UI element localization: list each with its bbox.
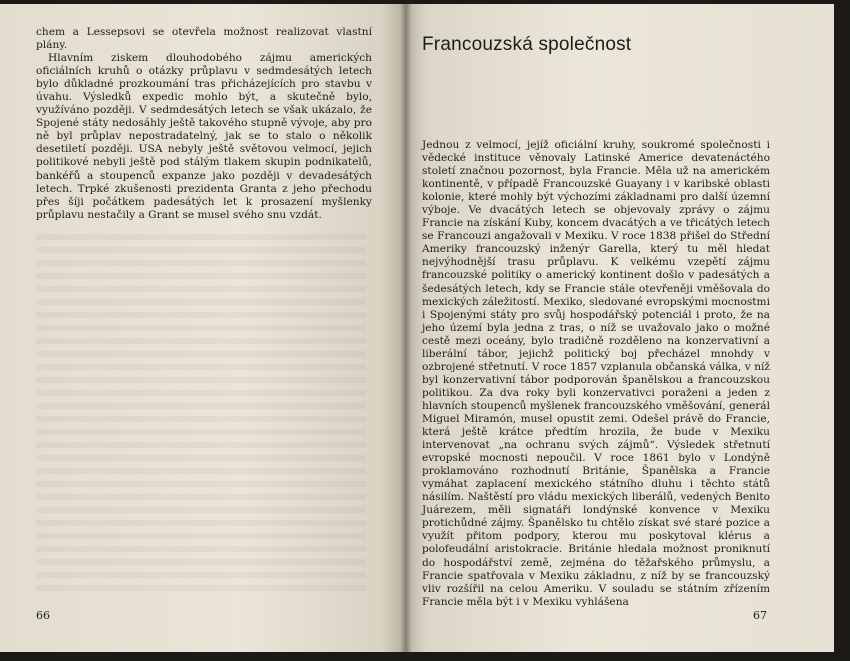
paragraph: chem a Lessepsovi se otevřela možnost realizovat vlastní plány. [36, 26, 372, 52]
page-number-left: 66 [36, 609, 50, 622]
left-page [0, 4, 405, 652]
page-number-right: 67 [753, 609, 767, 622]
paragraph: Jednou z velmocí, jejíž oficiální kruhy, soukromé společnosti i vědecké instituce věnovaly Latinské Americe devatenáctého století značnou pozornost, byla Francie. Měla už na americkém kontinentě, v případě Francouzské Guayany i v karibské oblasti kolonie, které mohly být výchozími základnami pro další územní výboje. Ve dvacátých letech se objevovaly zprávy o zájmu Francie na získání Kuby, koncem dvacátých a ve třicátých letech se Francouzi angažovali v Mexiku. V roce 1838 přišel do Střední Ameriky francouzský inženýr Garella, který tu měl hledat nejvýhodnější trasu průplavu. K velkému vzepětí zájmu francouzské politiky o americký kontinent došlo v padesátých a šedesátých letech, kdy se Francie stále otevřeněji vměšovala do mexických záležitostí. Mexiko, sledované evropskými mocnostmi i Spojenými státy pro svůj hospodářský potenciál i proto, že na jeho území byla jedna z tras, o níž se uvažovalo jako o možné cestě mezi oceány, bylo tradičně rozděleno na konzervativní a liberální tábor, jejichž politický boj přecházel mnohdy v ozbrojené střetnutí. V roce 1857 vzplanula občanská válka, v níž byl konzervativní tábor podporován španělskou a francouzskou politikou. Za dva roky byli konzervativci poraženi a jeden z hlavních stoupenců myšlenek francouzského vměšování, generál Miguel Miramón, musel opustit zemi. Odešel právě do Francie, která ještě krátce předtím hrozila, že bude v Mexiku intervenovat „na ochranu svých zájmů“. Výsledek střetnutí evropské mocnosti nepoučil. V roce 1861 bylo v Londýně proklamováno rozhodnutí Británie, Španělska a Francie vymáhat zaplacení mexického státního dluhu i těchto států násilím. Naštěstí pro vládu mexických liberálů, vedených Benito Juárezem, měli signatáři londýnské konvence v Mexiku protichůdné zájmy. Španělsko tu chtělo získat své staré pozice a využít přitom podpory, kterou mu poskytoval klérus a polofeudální aristokracie. Británie hledala možnost proniknutí do hospodářství země, zejména do těžařského průmyslu, a Francie spatřovala v Mexiku základnu, z níž by se francouzský vliv rozšířil na celou Ameriku. V souladu se státním zřízením Francie měla být i v Mexiku vyhlášena [422, 139, 770, 608]
book-spine [400, 4, 412, 652]
right-page [405, 4, 834, 652]
show-through-texture [36, 234, 366, 594]
right-page-text [422, 139, 770, 609]
left-page-text [36, 26, 372, 222]
chapter-title: Francouzská společnost [422, 34, 632, 55]
paragraph: Hlavním ziskem dlouhodobého zájmu amerických oficiálních kruhů o otázky průplavu v sedmdesátých letech bylo důkladné prozkoumání tras přicházejících pro stavbu v úvahu. Výsledků expedic mohlo být, a skutečně bylo, využíváno později. V sedmdesátých letech se však ukázalo, že Spojené státy nedosáhly ještě takového stupně vývoje, aby pro ně byl průplav nepostradatelný, jak se to stalo o několik desetiletí později. USA nebyly ještě světovou velmocí, jejich politikové nebyli ještě pod stálým tlakem skupin podnikatelů, bankéřů a stoupenců expanze jako později v devadesátých letech. Trpké zkušenosti prezidenta Granta z jeho přechodu přes šíji počátkem padesátých let k prosazení myšlenky průplavu nestačily a Grant se musel svého snu vzdát. [36, 52, 372, 221]
